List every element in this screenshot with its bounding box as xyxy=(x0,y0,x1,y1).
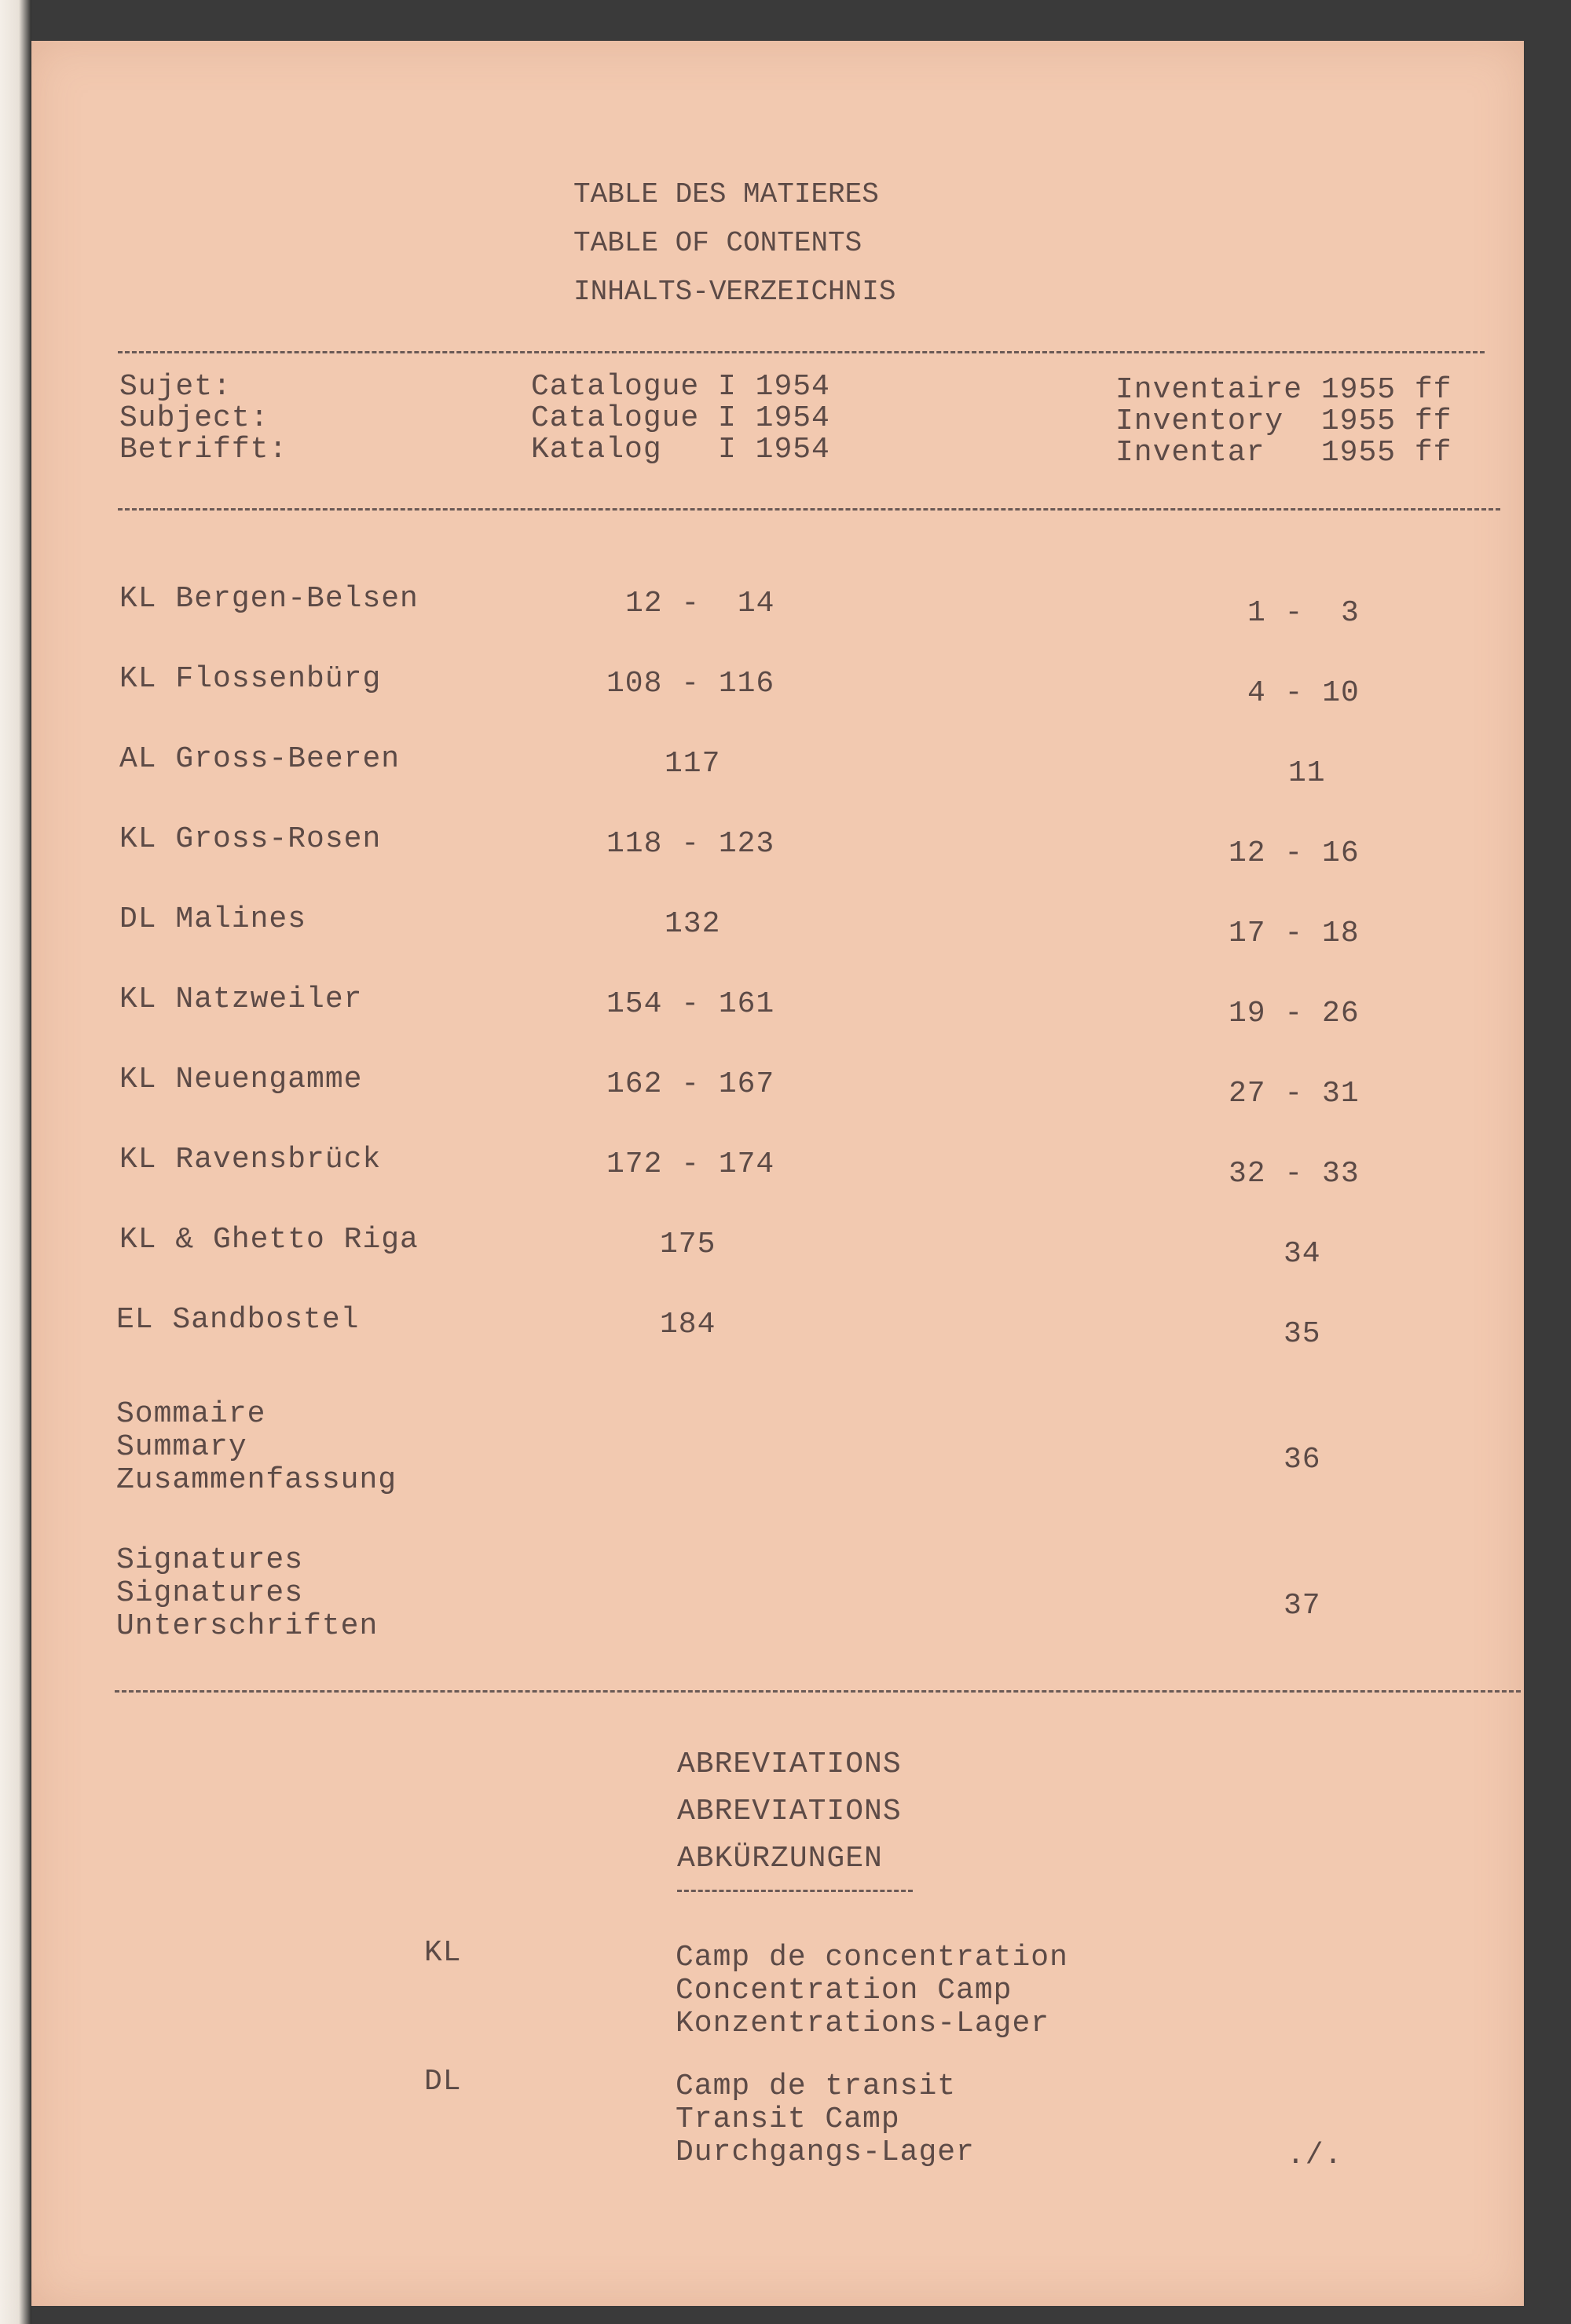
entry-inventory: 11 xyxy=(1288,756,1326,790)
entry-name: KL Natzweiler xyxy=(119,983,363,1016)
entry-catalogue: 117 xyxy=(665,747,721,781)
separator-header xyxy=(118,508,1500,511)
entry-inventory: 4 - 10 xyxy=(1247,676,1360,710)
entry-inventory: 32 - 33 xyxy=(1229,1157,1360,1191)
entry-inventory: 27 - 31 xyxy=(1229,1077,1360,1111)
entry-inventory: 34 xyxy=(1284,1237,1321,1271)
entry-catalogue: 12 - 14 xyxy=(625,587,775,620)
catalogue-label-de: Katalog I 1954 xyxy=(531,433,830,467)
catalogue-label-en: Catalogue I 1954 xyxy=(531,401,830,435)
signatures-label-en: Signatures xyxy=(116,1576,304,1610)
entry-catalogue: 162 - 167 xyxy=(606,1067,775,1101)
signatures-page: 37 xyxy=(1284,1589,1321,1623)
entry-name: KL Flossenbürg xyxy=(119,662,382,696)
subject-label-de: Betrifft: xyxy=(119,433,288,467)
separator-bottom xyxy=(115,1690,1521,1693)
entry-name: KL & Ghetto Riga xyxy=(119,1223,419,1257)
inventory-label-fr: Inventaire 1955 ff xyxy=(1115,373,1452,407)
entry-catalogue: 108 - 116 xyxy=(606,667,775,701)
abbreviation-def-fr: Camp de transit xyxy=(676,2070,957,2103)
binding-edge xyxy=(0,0,31,2324)
title-en: TABLE OF CONTENTS xyxy=(573,227,862,259)
summary-label-de: Zusammenfassung xyxy=(116,1463,397,1497)
entry-name: DL Malines xyxy=(119,902,307,936)
abbreviation-code: KL xyxy=(424,1936,462,1970)
entry-name: KL Ravensbrück xyxy=(119,1143,382,1177)
catalogue-label-fr: Catalogue I 1954 xyxy=(531,370,830,404)
entry-name: AL Gross-Beeren xyxy=(119,742,401,776)
inventory-label-de: Inventar 1955 ff xyxy=(1115,436,1452,470)
entry-name: EL Sandbostel xyxy=(116,1303,360,1337)
separator-top xyxy=(118,351,1485,353)
entry-name: KL Bergen-Belsen xyxy=(119,582,419,616)
title-fr: TABLE DES MATIERES xyxy=(573,178,879,210)
entry-name: KL Gross-Rosen xyxy=(119,822,382,856)
document-page xyxy=(31,41,1524,2306)
entry-catalogue: 175 xyxy=(660,1228,716,1261)
summary-page: 36 xyxy=(1284,1443,1321,1477)
entry-inventory: 12 - 16 xyxy=(1229,836,1360,870)
abbreviation-def-de: Konzentrations-Lager xyxy=(676,2007,1050,2040)
entry-catalogue: 118 - 123 xyxy=(606,827,775,861)
entry-catalogue: 184 xyxy=(660,1308,716,1341)
entry-inventory: 19 - 26 xyxy=(1229,997,1360,1030)
abbreviations-title-fr: ABREVIATIONS xyxy=(677,1748,902,1781)
abbreviation-code: DL xyxy=(424,2065,462,2099)
summary-label-en: Summary xyxy=(116,1430,247,1464)
abbreviation-def-en: Concentration Camp xyxy=(676,1974,1013,2007)
abbreviation-def-fr: Camp de concentration xyxy=(676,1941,1068,1974)
abbreviation-def-en: Transit Camp xyxy=(676,2103,900,2136)
abbreviations-title-de: ABKÜRZUNGEN xyxy=(677,1842,883,1876)
entry-inventory: 1 - 3 xyxy=(1247,596,1360,630)
subject-label-en: Subject: xyxy=(119,401,269,435)
entry-inventory: 35 xyxy=(1284,1317,1321,1351)
abbreviations-underline xyxy=(677,1890,913,1892)
signatures-label-fr: Signatures xyxy=(116,1543,304,1577)
subject-label-fr: Sujet: xyxy=(119,370,232,404)
entry-name: KL Neuengamme xyxy=(119,1063,363,1096)
entry-inventory: 17 - 18 xyxy=(1229,917,1360,950)
entry-catalogue: 154 - 161 xyxy=(606,987,775,1021)
continuation-mark: ./. xyxy=(1287,2139,1343,2172)
summary-label-fr: Sommaire xyxy=(116,1397,266,1431)
signatures-label-de: Unterschriften xyxy=(116,1609,379,1643)
inventory-label-en: Inventory 1955 ff xyxy=(1115,404,1452,438)
abbreviation-def-de: Durchgangs-Lager xyxy=(676,2136,975,2169)
abbreviations-title-en: ABREVIATIONS xyxy=(677,1795,902,1828)
entry-catalogue: 132 xyxy=(665,907,721,941)
entry-catalogue: 172 - 174 xyxy=(606,1147,775,1181)
title-de: INHALTS-VERZEICHNIS xyxy=(573,276,896,308)
